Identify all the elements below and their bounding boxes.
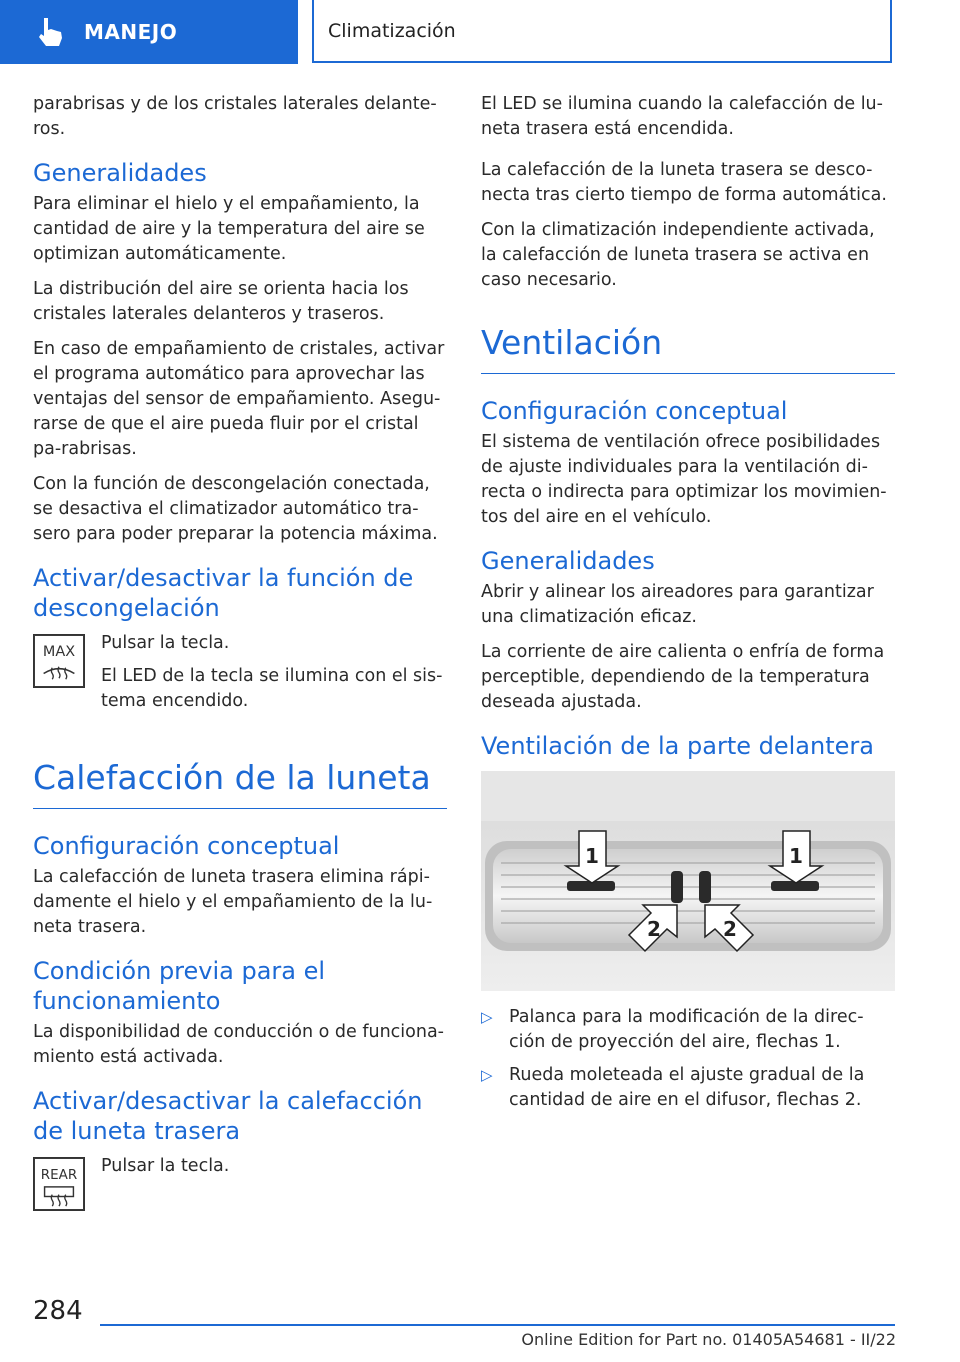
bullet-list	[481, 1005, 895, 1113]
paragraph: El LED de la tecla se ilumina con el sis-tema encendido.	[101, 666, 443, 711]
air-vent-photo	[481, 771, 895, 991]
list-item-text: Rueda moleteada el ajuste gradual de la cantidad de aire en el difusor, flechas 2.	[509, 1065, 865, 1110]
list-item	[481, 1063, 895, 1113]
svg-text:REAR: REAR	[40, 1168, 78, 1184]
list-item-text: Palanca para la modificación de la direc-ción de proyección del aire, flechas 1.	[509, 1007, 864, 1052]
section-tab[interactable]	[0, 0, 298, 64]
heading-configuracion: Configuración conceptual	[481, 397, 788, 425]
paragraph: Pulsar la tecla.	[101, 633, 230, 653]
rear-key-block	[33, 1154, 447, 1211]
hand-icon	[34, 16, 68, 48]
paragraph: La corriente de aire calienta o enfría de forma perceptible, dependiendo de la temperatura deseada ajustada.	[481, 642, 885, 712]
marker-2-right: 2	[723, 917, 737, 941]
paragraph: El LED se ilumina cuando la calefacción de lu-neta trasera está encendida.	[481, 94, 883, 139]
paragraph: En caso de empañamiento de cristales, activar el programa automático para aprovechar las ventajas del sensor de empañamiento. Asegu-rarse de que el aire pueda fluir por el cristal pa-rabrisas.	[33, 339, 445, 459]
marker-2-left: 2	[647, 917, 661, 941]
heading-activar-descongelacion: Activar/desactivar la función de descongelación	[33, 564, 414, 622]
triangle-bullet-icon: ▷	[481, 1066, 493, 1084]
chapter-title: Climatización	[328, 19, 456, 42]
heading-activar-calefaccion: Activar/desactivar la calefacción de luneta trasera	[33, 1087, 423, 1145]
paragraph: Pulsar la tecla.	[101, 1156, 230, 1176]
heading-configuracion: Configuración conceptual	[33, 832, 340, 860]
section-label: MANEJO	[84, 20, 178, 44]
paragraph: Para eliminar el hielo y el empañamiento, la cantidad de aire y la temperatura del aire se optimizan automáticamente.	[33, 194, 425, 264]
max-key-block	[33, 631, 447, 724]
heading-condicion-previa: Condición previa para el funcionamiento	[33, 957, 326, 1015]
paragraph: La calefacción de luneta trasera elimina rápi-damente el hielo y el empañamiento de la lu-neta trasera.	[33, 867, 433, 937]
paragraph: Con la función de descongelación conectada, se desactiva el climatizador automático tra-sero para poder preparar la potencia máxima.	[33, 474, 438, 544]
triangle-bullet-icon: ▷	[481, 1008, 493, 1026]
page-number: 284	[33, 1296, 83, 1326]
left-column	[33, 92, 447, 1211]
heading-generalidades: Generalidades	[33, 159, 207, 187]
rear-defrost-key-icon	[33, 1157, 85, 1211]
paragraph: parabrisas y de los cristales laterales delante-ros.	[33, 94, 437, 139]
heading-calefaccion-luneta: Calefacción de la luneta	[33, 758, 447, 809]
paragraph: La disponibilidad de conducción o de funciona-miento está activada.	[33, 1022, 444, 1067]
heading-ventilacion: Ventilación	[481, 323, 895, 374]
paragraph: La calefacción de la luneta trasera se desco-necta tras cierto tiempo de forma automática.	[481, 160, 887, 205]
right-column	[481, 92, 895, 1121]
marker-1-left: 1	[585, 844, 599, 868]
paragraph: Con la climatización independiente activada, la calefacción de luneta trasera se activa en caso necesario.	[481, 220, 875, 290]
paragraph: La distribución del aire se orienta hacia los cristales laterales delanteros y traseros.	[33, 279, 409, 324]
max-defrost-key-icon	[33, 634, 85, 688]
heading-ventilacion-delantera: Ventilación de la parte delantera	[481, 732, 874, 760]
marker-1-right: 1	[789, 844, 803, 868]
chapter-box	[312, 0, 892, 63]
footer-edition: Online Edition for Part no. 01405A54681 - II/22	[521, 1330, 896, 1349]
svg-text:MAX: MAX	[42, 644, 76, 661]
list-item	[481, 1005, 895, 1055]
paragraph: Abrir y alinear los aireadores para garantizar una climatización eficaz.	[481, 582, 874, 627]
footer-rule	[100, 1324, 895, 1326]
heading-generalidades: Generalidades	[481, 547, 655, 575]
paragraph: El sistema de ventilación ofrece posibilidades de ajuste individuales para la ventilación di-recta o indirecta para optimizar los movimien-tos del aire en el vehículo.	[481, 432, 887, 527]
